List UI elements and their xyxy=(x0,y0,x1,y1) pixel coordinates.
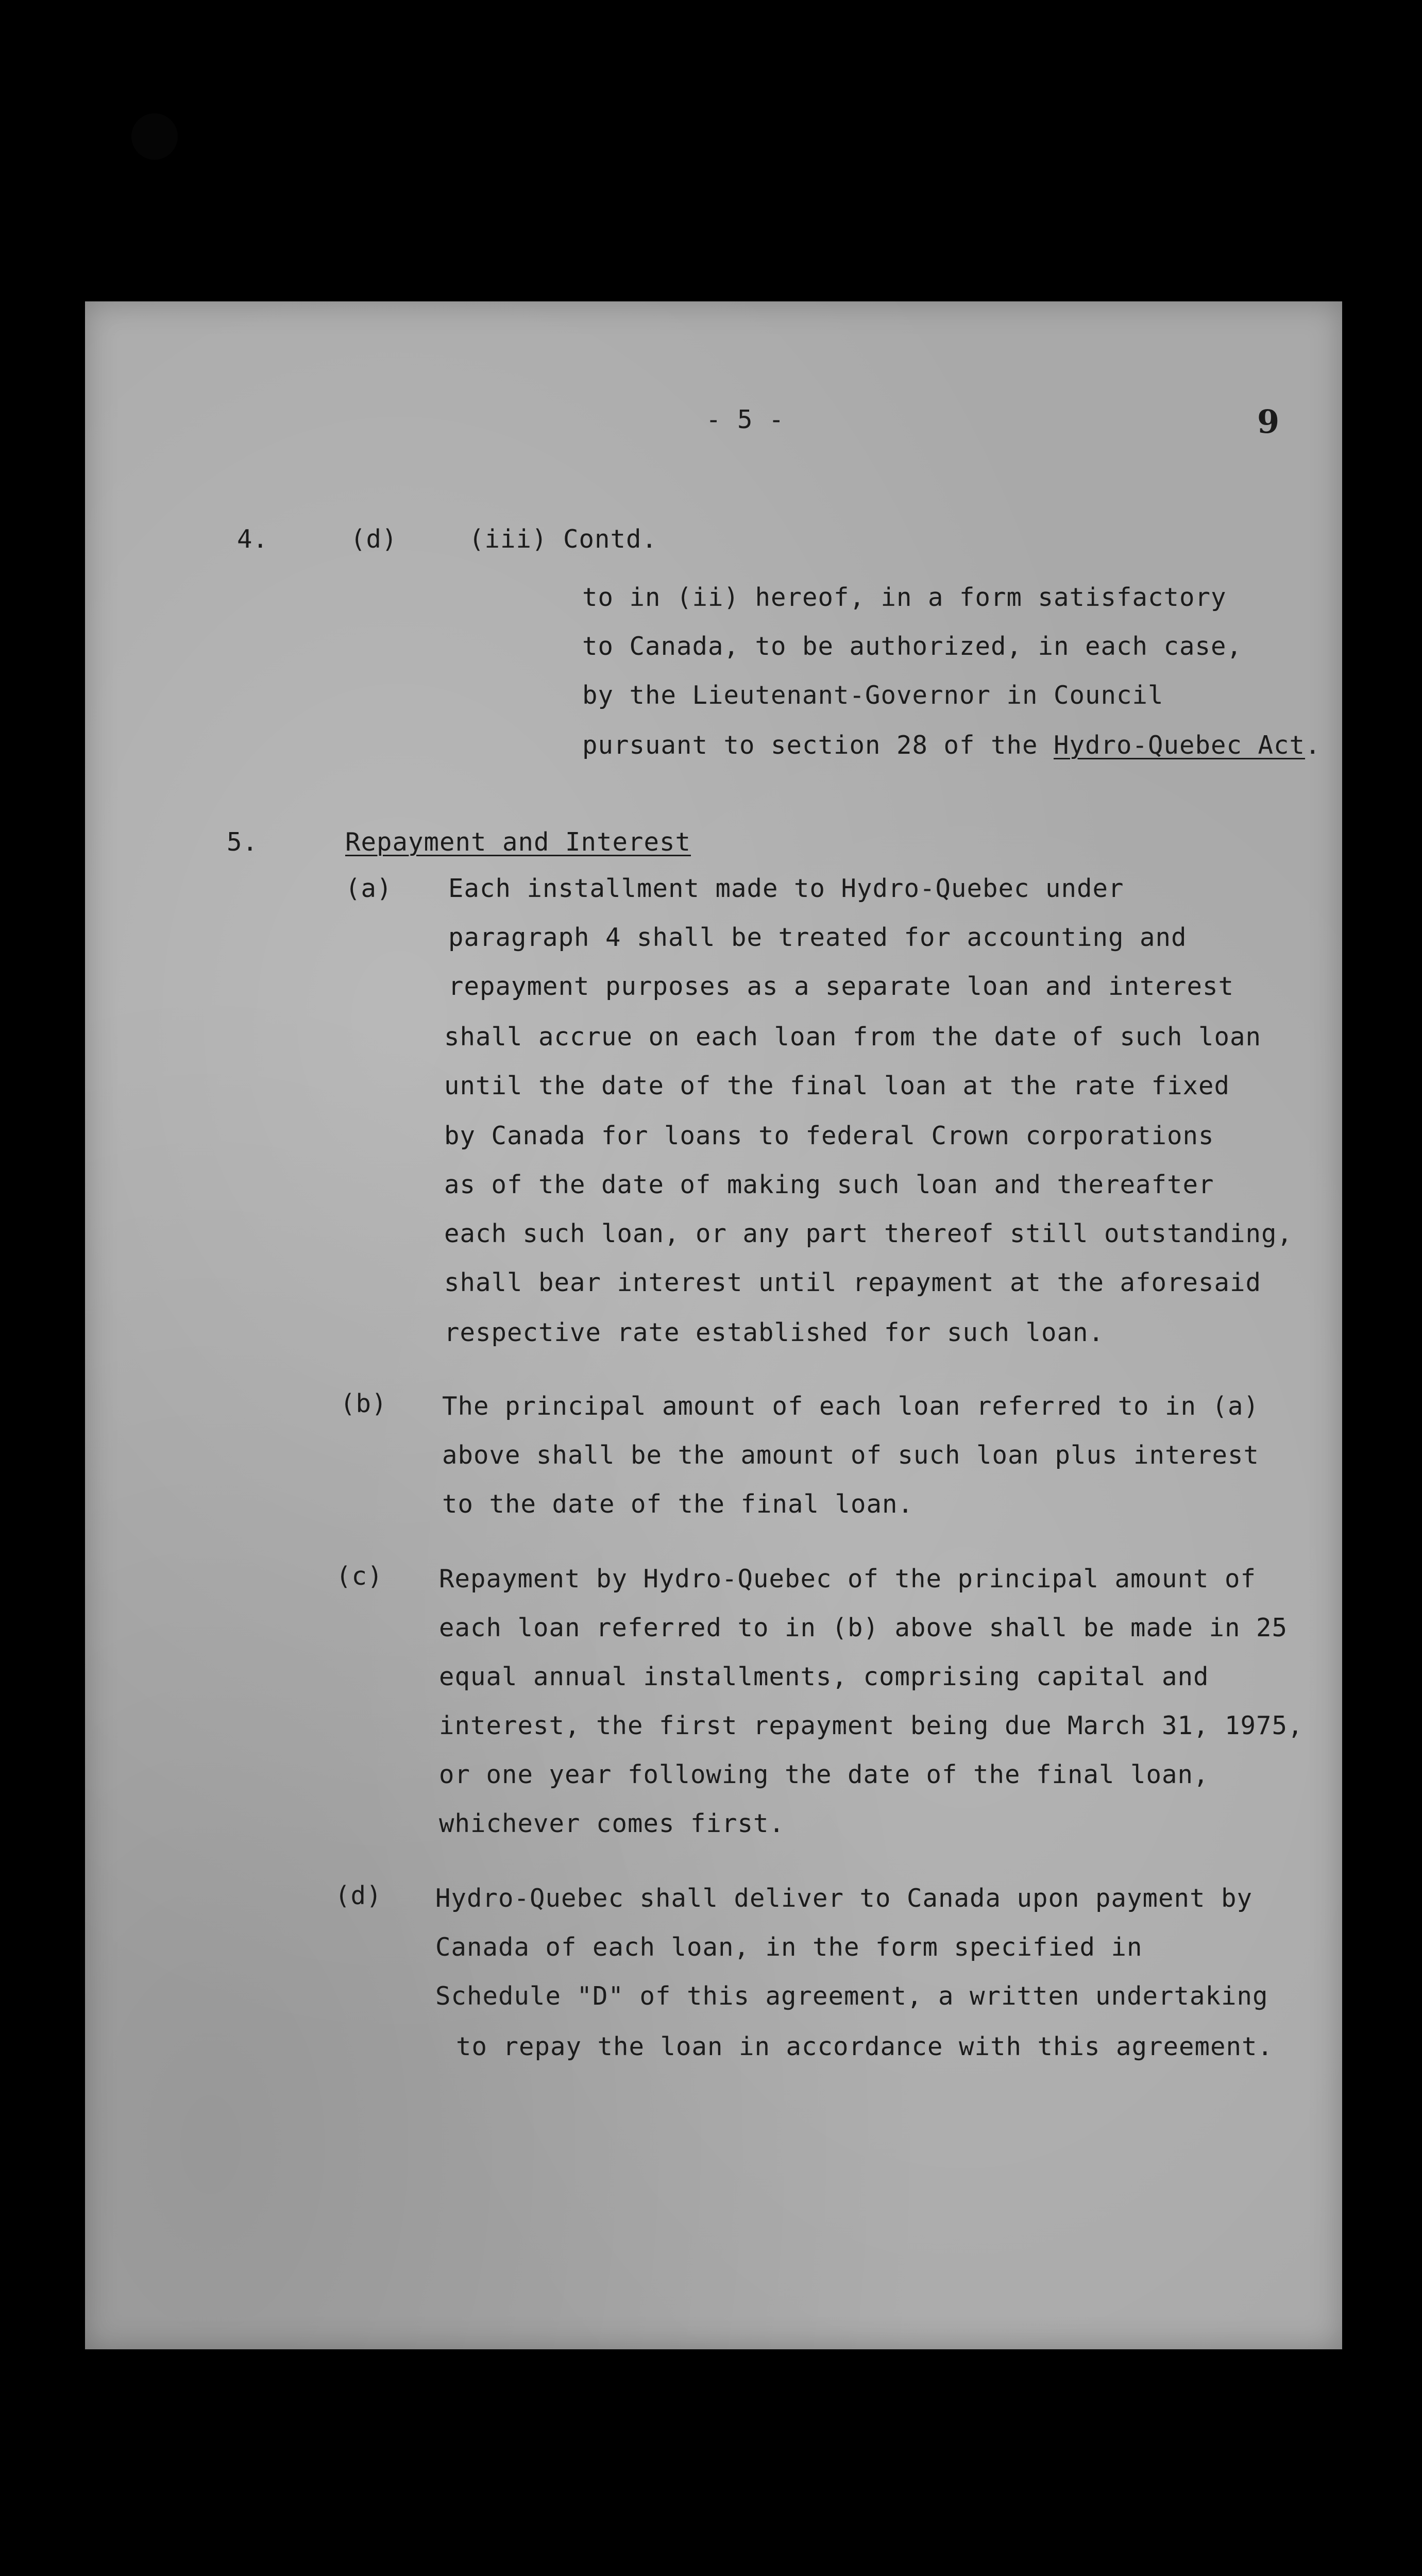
paragraph-a-line: as of the date of making such loan and thereafter xyxy=(444,1170,1214,1199)
folio-number: 9 xyxy=(1257,403,1280,440)
section-4-line: to in (ii) hereof, in a form satisfactory xyxy=(582,583,1227,612)
paragraph-a-line: shall bear interest until repayment at the aforesaid xyxy=(444,1268,1262,1297)
paragraph-label-d: (d) xyxy=(335,1881,382,1910)
section-4-subsub-label: (iii) Contd. xyxy=(469,524,658,554)
paragraph-b-line: The principal amount of each loan referred to in (a) xyxy=(442,1392,1260,1421)
paragraph-d-line: Hydro-Quebec shall deliver to Canada upon payment by xyxy=(435,1884,1253,1913)
paragraph-c-line: whichever comes first. xyxy=(439,1809,785,1838)
paragraph-b-line: above shall be the amount of such loan plus interest xyxy=(442,1440,1260,1470)
paragraph-a-line: shall accrue on each loan from the date of such loan xyxy=(444,1022,1262,1052)
paragraph-c-line: interest, the first repayment being due March 31, 1975, xyxy=(439,1711,1304,1740)
paragraph-d-line: to repay the loan in accordance with this agreement. xyxy=(456,2032,1274,2061)
paragraph-d-line: Canada of each loan, in the form specified in xyxy=(435,1933,1143,1962)
punch-hole xyxy=(131,113,178,160)
section-4-last-line-prefix: pursuant to section 28 of the xyxy=(582,731,1054,760)
paragraph-a-line: paragraph 4 shall be treated for accounting and xyxy=(448,923,1187,952)
paragraph-label-a: (a) xyxy=(345,874,393,903)
section-4-last-line-suffix: . xyxy=(1305,731,1321,760)
paragraph-c-line: equal annual installments, comprising capital and xyxy=(439,1662,1209,1691)
paragraph-c-line: or one year following the date of the final loan, xyxy=(439,1760,1209,1789)
paragraph-d-line: Schedule "D" of this agreement, a written undertaking xyxy=(435,1981,1268,2011)
paragraph-a-line: Each installment made to Hydro-Quebec under xyxy=(448,874,1124,903)
paragraph-label-b: (b) xyxy=(340,1389,387,1418)
section-4-line: by the Lieutenant-Governor in Council xyxy=(582,681,1164,710)
paragraph-a-line: respective rate established for such loan. xyxy=(444,1318,1105,1347)
paragraph-a-line: by Canada for loans to federal Crown corporations xyxy=(444,1121,1214,1150)
paragraph-a-line: each such loan, or any part thereof still outstanding, xyxy=(444,1219,1293,1248)
paragraph-b-line: to the date of the final loan. xyxy=(442,1489,914,1519)
section-4-number: 4. xyxy=(237,524,269,554)
section-5-heading: Repayment and Interest xyxy=(345,827,691,857)
section-4-sub-label: (d) xyxy=(350,524,398,554)
paragraph-c-line: each loan referred to in (b) above shall be made in 25 xyxy=(439,1613,1288,1642)
paragraph-label-c: (c) xyxy=(336,1562,383,1591)
section-4-line: to Canada, to be authorized, in each case, xyxy=(582,632,1243,661)
paragraph-a-line: repayment purposes as a separate loan and interest xyxy=(448,972,1234,1001)
section-5-number: 5. xyxy=(227,827,259,857)
paragraph-c-line: Repayment by Hydro-Quebec of the principal amount of xyxy=(439,1564,1257,1594)
page-number: - 5 - xyxy=(706,405,785,434)
section-4-last-line xyxy=(582,731,1321,760)
paragraph-a-line: until the date of the final loan at the rate fixed xyxy=(444,1071,1230,1100)
hydro-quebec-act-title: Hydro-Quebec Act xyxy=(1054,731,1306,760)
